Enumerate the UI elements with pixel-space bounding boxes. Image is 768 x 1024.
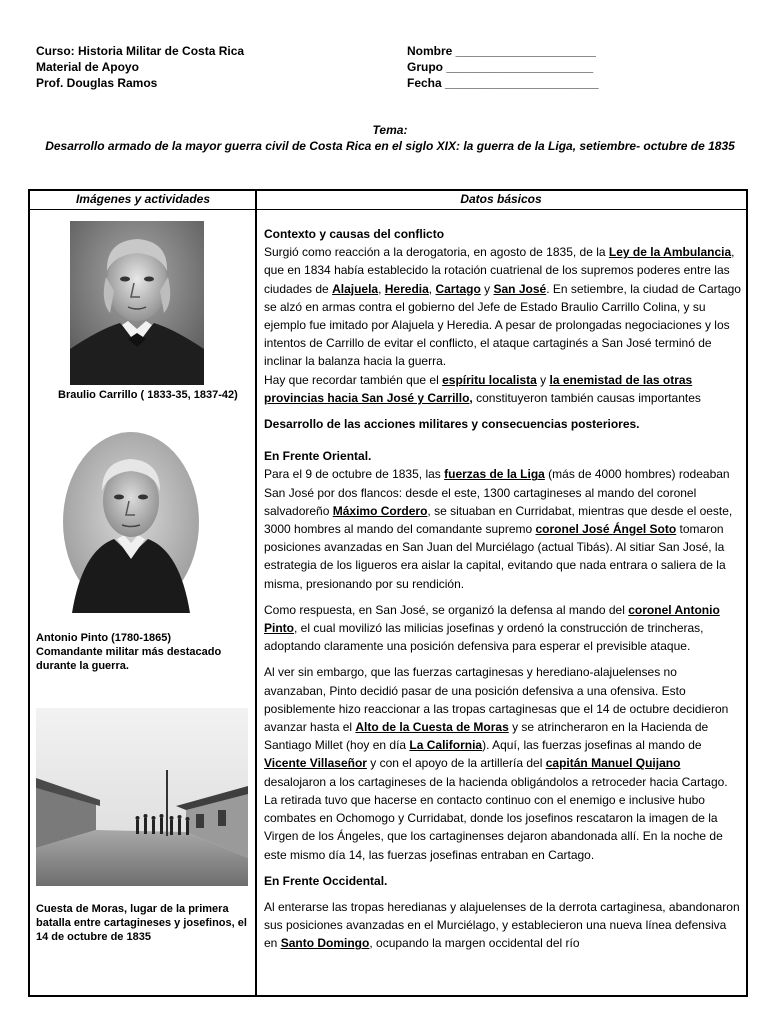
name-field: Nombre _____________________	[407, 44, 596, 58]
basic-data	[264, 225, 742, 961]
link-cartago[interactable]: Cartago	[435, 281, 481, 296]
link-santo-domingo[interactable]: Santo Domingo	[280, 936, 370, 951]
link-san-jose[interactable]: San José	[493, 281, 547, 296]
moras-caption: Cuesta de Moras, lugar de la primera batalla entre cartagineses y josefinos, el 14 de octubre de 1835	[36, 903, 247, 943]
link-la-california[interactable]: La California	[409, 738, 483, 753]
course-info	[36, 43, 244, 91]
link-fuerzas-liga[interactable]: fuerzas de la Liga	[444, 467, 545, 482]
military-actions-title: Desarrollo de las acciones militares y consecuencias posteriores.	[264, 417, 640, 432]
professor-name: Prof. Douglas Ramos	[36, 76, 158, 90]
course-name: Curso: Historia Militar de Costa Rica	[36, 44, 245, 58]
cuesta-de-moras-photo	[36, 708, 248, 886]
topic-label: Tema:	[372, 123, 408, 137]
pinto-caption-line2: Comandante militar más destacado durante la guerra.	[36, 646, 222, 672]
defense-paragraph: Como respuesta, en San José, se organizó la defensa al mando del coronel Antonio Pinto, el cual movilizó las milicias josefinas y ordenó la construcción de trincheras, adoptando claramente una posición defensiva para esperar el previsible ataque.	[264, 602, 720, 654]
link-manuel-quijano[interactable]: capitán Manuel Quijano	[545, 756, 681, 771]
col-images-header: Imágenes y actividades	[75, 192, 211, 206]
link-antonio-pinto[interactable]: coronel Antonio Pinto	[264, 602, 720, 636]
carrillo-caption: Braulio Carrillo ( 1833-35, 1837-42)	[58, 389, 238, 401]
pinto-caption	[36, 631, 250, 673]
context-paragraph: Contexto y causas del conflicto Surgió como reacción a la derogatoria, en agosto de 1835, de la Ley de la Ambulancia, que en 1834 había establecido la rotación cuatrienal de los supremos poderes entre las ciudades de Alajuela, Heredia, Cartago y San José. En setiembre, la ciudad de Cartago se alzó en armas contra el gobierno del Jefe de Estado Braulio Carrillo Colina, y su ejemplo fue imitado por Alajuela y Heredia. A pesar de prolongadas negociaciones y los intentos de Carrillo de evitar el conflicto, el ataque cartaginés a San José terminó de inclinar la balanza hacia la guerra. Hay que recordar también que el espíritu localista y la enemistad de las otras provincias hacia San José y Carrillo, constituyeron también causas importantes	[264, 227, 741, 405]
pinto-caption-line1: Antonio Pinto (1780-1865)	[36, 632, 172, 644]
eastern-front-paragraph: En Frente Oriental. Para el 9 de octubre de 1835, las fuerzas de la Liga (más de 4000 hombres) rodeaban San José por dos flancos: desde el este, 1300 cartagineses al mando del coronel salvadoreño Máximo Cordero, se situaban en Curridabat, mientras que desde el oeste, 3000 hombres al mando del comandante supremo coronel José Ángel Soto tomaron posiciones avanzadas en San Juan del Murciélago (actual Tibás). Al sitiar San José, la estrategia de los ligueros era aislar la capital, evitando que nada entrara o saliera de la misma, presionando por su rendición.	[264, 449, 733, 591]
link-heredia[interactable]: Heredia	[384, 281, 429, 296]
link-ley-ambulancia[interactable]: Ley de la Ambulancia	[608, 245, 732, 260]
link-espiritu-localista[interactable]: espíritu localista	[442, 372, 537, 387]
eastern-front-title: En Frente Oriental.	[264, 449, 372, 464]
col-data-header: Datos básicos	[460, 192, 542, 206]
offensive-paragraph: Al ver sin embargo, que las fuerzas cartaginesas y herediano-alajuelenses no avanzaban, Pinto decidió pasar de una posición defensiva a una ofensiva. Esto posiblemente hizo reaccionar a las tropas cartaginesas que el 14 de octubre decidieron avanzar hasta el Alto de la Cuesta de Moras y se atrincheraron en la Hacienda de Santiago Millet (hoy en día La California). Aquí, las fuerzas josefinas al mando de Vicente Villaseñor y con el apoyo de la artillería del capitán Manuel Quijano desalojaron a los cartagineses de la hacienda obligándolos a retroceder hacia Cartago. La retirada tuvo que hacerse en contacto continuo con el enemigo e inclusive hubo combates en Ochomogo y Curridabat, donde los josefinos rescataron la imagen de la Virgen de los Ángeles, que los cartaginenses dejaron abandonada allí. En la noche de este mismo día 14, las fuerzas josefinas entraban en Cartago.	[264, 665, 729, 862]
pinto-portrait	[62, 431, 200, 613]
date-field: Fecha _______________________	[407, 76, 599, 90]
link-alajuela[interactable]: Alajuela	[332, 281, 379, 296]
context-title: Contexto y causas del conflicto	[264, 227, 445, 241]
link-enemistad-provincias[interactable]: la enemistad de las otras provincias hacia San José y Carrillo,	[264, 372, 693, 405]
link-maximo-cordero[interactable]: Máximo Cordero	[332, 503, 428, 518]
western-front-paragraph: Al enterarse las tropas heredianas y alajuelenses de la derrota cartaginesa, abandonaron sus posiciones avanzadas en el Murciélago, y establecieron una nueva línea defensiva en Santo Domingo, ocupando la margen occidental del río	[264, 899, 740, 951]
carrillo-portrait	[70, 221, 204, 385]
content-table	[28, 189, 748, 997]
link-cuesta-moras[interactable]: Alto de la Cuesta de Moras	[355, 720, 509, 735]
group-field: Grupo ______________________	[407, 60, 594, 74]
link-jose-angel-soto[interactable]: coronel José Ángel Soto	[535, 522, 677, 537]
link-vicente-villasenor[interactable]: Vicente Villaseñor	[264, 756, 367, 771]
material-label: Material de Apoyo	[36, 60, 139, 74]
western-front-title: En Frente Occidental.	[264, 873, 388, 888]
student-info	[407, 43, 599, 91]
column-divider	[255, 191, 257, 995]
topic-title: Desarrollo armado de la mayor guerra civil de Costa Rica en el siglo XIX: la guerra de la Liga, setiembre- octubre de 1835	[45, 139, 735, 153]
topic	[40, 122, 740, 154]
table-header	[30, 191, 746, 210]
